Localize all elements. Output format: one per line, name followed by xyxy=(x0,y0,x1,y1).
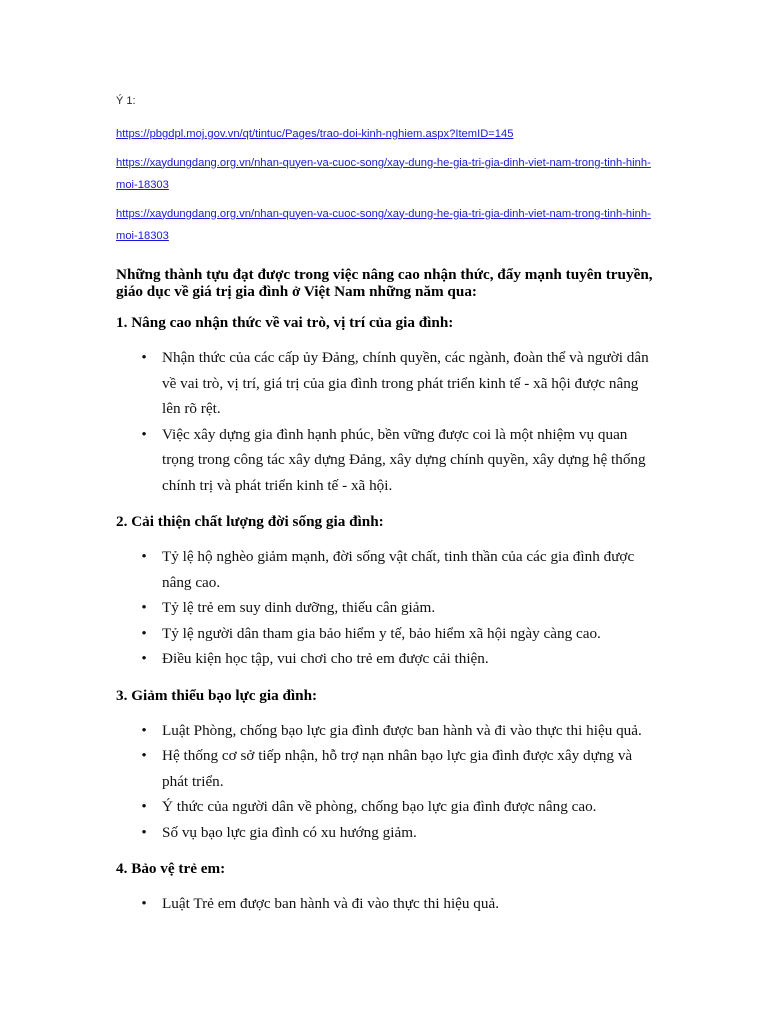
bullet-icon: • xyxy=(141,624,147,642)
list-item-text: Việc xây dựng gia đình hạnh phúc, bền vững được coi là một nhiệm vụ quan trọng trong công tác xây dựng Đảng, xây dựng chính quyền, xây dựng hệ thống chính trị và phát triển kinh tế - xã hội. xyxy=(162,425,646,494)
bullet-icon: • xyxy=(141,650,147,667)
section-title: 2. Cải thiện chất lượng đời sống gia đình: xyxy=(116,513,384,530)
list-item xyxy=(116,794,656,820)
list-item xyxy=(116,621,656,647)
reference-link-2[interactable]: https://xaydungdang.org.vn/nhan-quyen-va-cuoc-song/xay-dung-he-gia-tri-gia-dinh-viet-nam-trong-tinh-hinh-moi-18303 xyxy=(116,156,651,191)
list-item-text: Luật Phòng, chống bạo lực gia đình được ban hành và đi vào thực thi hiệu quả. xyxy=(162,721,642,739)
section-living-quality xyxy=(116,513,656,672)
list-item xyxy=(116,422,656,499)
list-item-text: Tỷ lệ người dân tham gia bảo hiểm y tế, bảo hiểm xã hội ngày càng cao. xyxy=(162,624,601,642)
intro-heading: Những thành tựu đạt được trong việc nâng cao nhận thức, đẩy mạnh tuyên truyền, giáo dục về giá trị gia đình ở Việt Nam những năm qua: xyxy=(116,266,653,300)
bullet-icon: • xyxy=(141,349,147,366)
bullet-icon: • xyxy=(141,823,147,841)
list-item-text: Luật Trẻ em được ban hành và đi vào thực thi hiệu quả. xyxy=(162,895,500,912)
list-item xyxy=(116,820,656,846)
list-item-text: Hệ thống cơ sở tiếp nhận, hỗ trợ nạn nhân bạo lực gia đình được xây dựng và phát triển. xyxy=(162,747,633,790)
section-title: 1. Nâng cao nhận thức về vai trò, vị trí của gia đình: xyxy=(116,314,454,331)
list-item xyxy=(116,345,656,422)
bullet-icon: • xyxy=(141,798,147,815)
bullet-icon: • xyxy=(141,425,147,443)
bullet-list xyxy=(116,891,656,917)
list-item-text: Tỷ lệ hộ nghèo giảm mạnh, đời sống vật chất, tinh thần của các gia đình được nâng cao. xyxy=(162,548,635,591)
list-item xyxy=(116,646,656,672)
reference-link-1[interactable]: https://pbgdpl.moj.gov.vn/qt/tintuc/Pages/trao-doi-kinh-nghiem.aspx?ItemID=145 xyxy=(116,128,514,140)
list-item-text: Nhận thức của các cấp ủy Đảng, chính quyền, các ngành, đoàn thể và người dân về vai trò, vị trí, giá trị của gia đình trong phát triển kinh tế - xã hội được nâng lên rõ rệt. xyxy=(162,349,649,417)
section-title: 3. Giảm thiểu bạo lực gia đình: xyxy=(116,686,318,704)
document-body xyxy=(116,266,656,932)
bullet-list xyxy=(116,718,656,846)
list-item-text: Ý thức của người dân về phòng, chống bạo lực gia đình được nâng cao. xyxy=(162,798,597,815)
bullet-icon: • xyxy=(141,721,147,739)
list-item xyxy=(116,891,656,917)
bullet-icon: • xyxy=(141,895,147,912)
section-awareness xyxy=(116,314,656,498)
list-item-text: Điều kiện học tập, vui chơi cho trẻ em được cải thiện. xyxy=(162,650,489,667)
section-child-protection xyxy=(116,860,656,917)
list-item xyxy=(116,544,656,595)
list-item xyxy=(116,743,656,794)
list-item xyxy=(116,595,656,621)
note-label: Ý 1: xyxy=(116,95,136,107)
list-item-text: Tỷ lệ trẻ em suy dinh dưỡng, thiếu cân giảm. xyxy=(162,599,436,616)
bullet-list xyxy=(116,345,656,498)
reference-link-3[interactable]: https://xaydungdang.org.vn/nhan-quyen-va-cuoc-song/xay-dung-he-gia-tri-gia-dinh-viet-nam-trong-tinh-hinh-moi-18303 xyxy=(116,207,651,242)
bullet-icon: • xyxy=(141,548,147,565)
section-domestic-violence xyxy=(116,687,656,846)
section-title: 4. Bảo vệ trẻ em: xyxy=(116,860,226,877)
bullet-icon: • xyxy=(141,747,147,764)
list-item-text: Số vụ bạo lực gia đình có xu hướng giảm. xyxy=(162,823,417,841)
list-item xyxy=(116,718,656,744)
bullet-list xyxy=(116,544,656,672)
reference-links xyxy=(116,123,656,254)
bullet-icon: • xyxy=(141,599,147,616)
